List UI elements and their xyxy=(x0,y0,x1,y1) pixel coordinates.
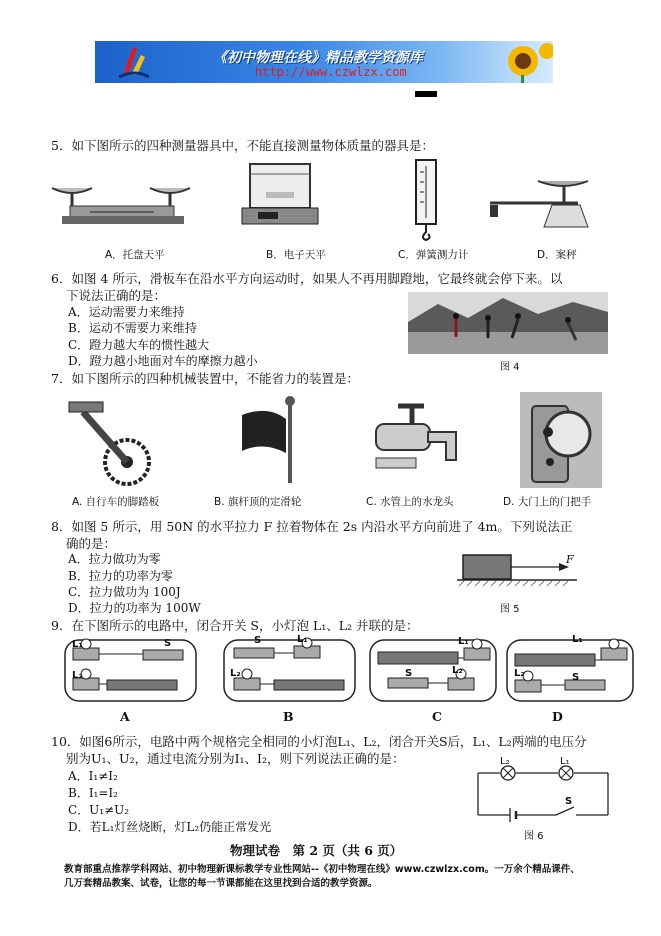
q9-stem: 9．在下图所示的电路中，闭合开关 S，小灯泡 L₁、L₂ 并联的是： xyxy=(51,618,419,633)
banner-title: 《初中物理在线》精品教学资源库 xyxy=(213,50,423,66)
q7-caption-b: B. 旗杆顶的定滑轮 xyxy=(214,496,302,508)
q9-c-l2-label: L₂ xyxy=(452,665,463,676)
q6-figure-label: 图 4 xyxy=(500,362,520,373)
q7-caption-a: A. 自行车的脚踏板 xyxy=(72,496,160,508)
q9-c-s-label: S xyxy=(405,668,413,679)
q10-stem: 10．如图6所示，电路中两个规格完全相同的小灯泡L₁、L₂，闭合开关S后，L₁、L₂两端的电压分 xyxy=(51,734,587,749)
q9-c-l1-label: L₁ xyxy=(458,636,469,647)
q5-caption-a: A．托盘天平 xyxy=(105,249,165,261)
q9-d-l2-label: L₂ xyxy=(514,668,525,679)
q7-flagpole-pulley-icon xyxy=(228,395,308,485)
q9-a-s-label: S xyxy=(164,638,172,649)
q10-option-c: C．U₁≠U₂ xyxy=(68,803,130,817)
q5-electronic-balance-icon xyxy=(240,160,320,230)
q5-balance-icon xyxy=(50,172,200,232)
q6-skating-photo xyxy=(408,292,608,354)
q6-stem-2: 下说法正确的是： xyxy=(66,288,167,303)
q6-option-b: B．运动不需要力来维持 xyxy=(68,321,197,335)
q5-caption-d: D．案秤 xyxy=(537,249,577,261)
q9-label-b: B xyxy=(283,709,294,724)
q6-option-a: A．运动需要力来维持 xyxy=(68,305,185,319)
q7-bicycle-pedal-icon xyxy=(65,398,175,488)
q10-option-a: A．I₁≠I₂ xyxy=(68,769,118,783)
q10-l1-label: L₁ xyxy=(560,756,570,767)
q8-option-d: D．拉力的功率为 100W xyxy=(68,601,201,615)
q9-b-l2-label: L₂ xyxy=(230,668,241,679)
black-mark xyxy=(415,91,437,97)
q6-option-d: D．蹬力越小地面对车的摩擦力越小 xyxy=(68,354,258,368)
q9-label-a: A xyxy=(120,709,130,724)
q9-circuit-c xyxy=(368,638,498,703)
q8-option-c: C．拉力做功为 100J xyxy=(68,585,181,599)
q8-stem-2: 确的是： xyxy=(66,536,117,551)
q10-figure-label: 图 6 xyxy=(524,831,544,842)
q9-a-l2-label: L₂ xyxy=(72,670,83,681)
q7-door-handle-icon xyxy=(514,390,609,490)
q8-option-a: A．拉力做功为零 xyxy=(68,552,161,566)
q9-label-d: D xyxy=(552,709,563,724)
page-footer: 物理试卷 第 2 页（共 6 页） xyxy=(230,843,403,858)
q9-circuit-b xyxy=(222,638,357,703)
q9-b-s-label: S xyxy=(254,635,262,646)
q7-caption-c: C. 水管上的水龙头 xyxy=(366,496,454,508)
q10-stem-2: 别为U₁、U₂，通过电流分别为I₁、I₂，则下列说法正确的是： xyxy=(66,751,405,766)
q5-caption-b: B．电子天平 xyxy=(266,249,326,261)
q10-l2-label: L₂ xyxy=(500,756,510,767)
q8-stem: 8．如图 5 所示，用 50N 的水平拉力 F 拉着物体在 2s 内沿水平方向前进了 4m。下列说法正 xyxy=(51,519,573,534)
q7-caption-d: D. 大门上的门把手 xyxy=(503,496,592,508)
q9-circuit-a xyxy=(63,638,198,703)
q5-caption-c: C．弹簧测力计 xyxy=(398,249,469,261)
q9-b-l1-label: L₁ xyxy=(297,634,308,645)
q9-d-l1-label: L₁ xyxy=(572,634,583,645)
q6-option-c: C．蹬力越大车的惯性越大 xyxy=(68,338,210,352)
q5-spring-scale-icon xyxy=(412,158,442,243)
q8-block-diagram xyxy=(457,551,582,587)
q6-stem: 6．如图 4 所示，滑板车在沿水平方向运动时，如果人不再用脚蹬地，它最终就会停下来。以 xyxy=(51,271,563,286)
bottom-note-line-2: 几万套精品教案、试卷，让您的每一节课都能在这里找到合适的教学资源。 xyxy=(64,878,378,889)
q10-circuit-diagram xyxy=(476,765,611,825)
sunflower-icon xyxy=(495,41,553,83)
q7-stem: 7．如下图所示的四种机械装置中，不能省力的装置是： xyxy=(51,371,359,386)
logo-icon xyxy=(113,41,153,83)
q7-faucet-icon xyxy=(372,398,467,488)
q10-option-d: D．若L₁灯丝烧断，灯L₂仍能正常发光 xyxy=(68,820,272,834)
q8-force-label: F xyxy=(566,553,574,566)
q8-option-b: B．拉力的功率为零 xyxy=(68,569,173,583)
banner-url[interactable]: http://www.czwlzx.com xyxy=(255,65,407,79)
q10-option-b: B．I₁=I₂ xyxy=(68,786,118,800)
q8-figure-label: 图 5 xyxy=(500,604,520,615)
q5-platform-scale-icon xyxy=(488,175,603,235)
q9-a-l1-label: L₁ xyxy=(72,639,83,650)
q10-s-label: S xyxy=(565,796,573,807)
q5-stem: 5．如下图所示的四种测量器具中，不能直接测量物体质量的器具是： xyxy=(51,138,434,153)
header-banner xyxy=(95,41,553,83)
bottom-note-line-1: 教育部重点推荐学科网站、初中物理新课标教学专业性网站--《初中物理在线》www.czwlzx.com。一万余个精品课件、 xyxy=(64,864,580,875)
q9-label-c: C xyxy=(432,709,442,724)
q9-d-s-label: S xyxy=(572,672,580,683)
